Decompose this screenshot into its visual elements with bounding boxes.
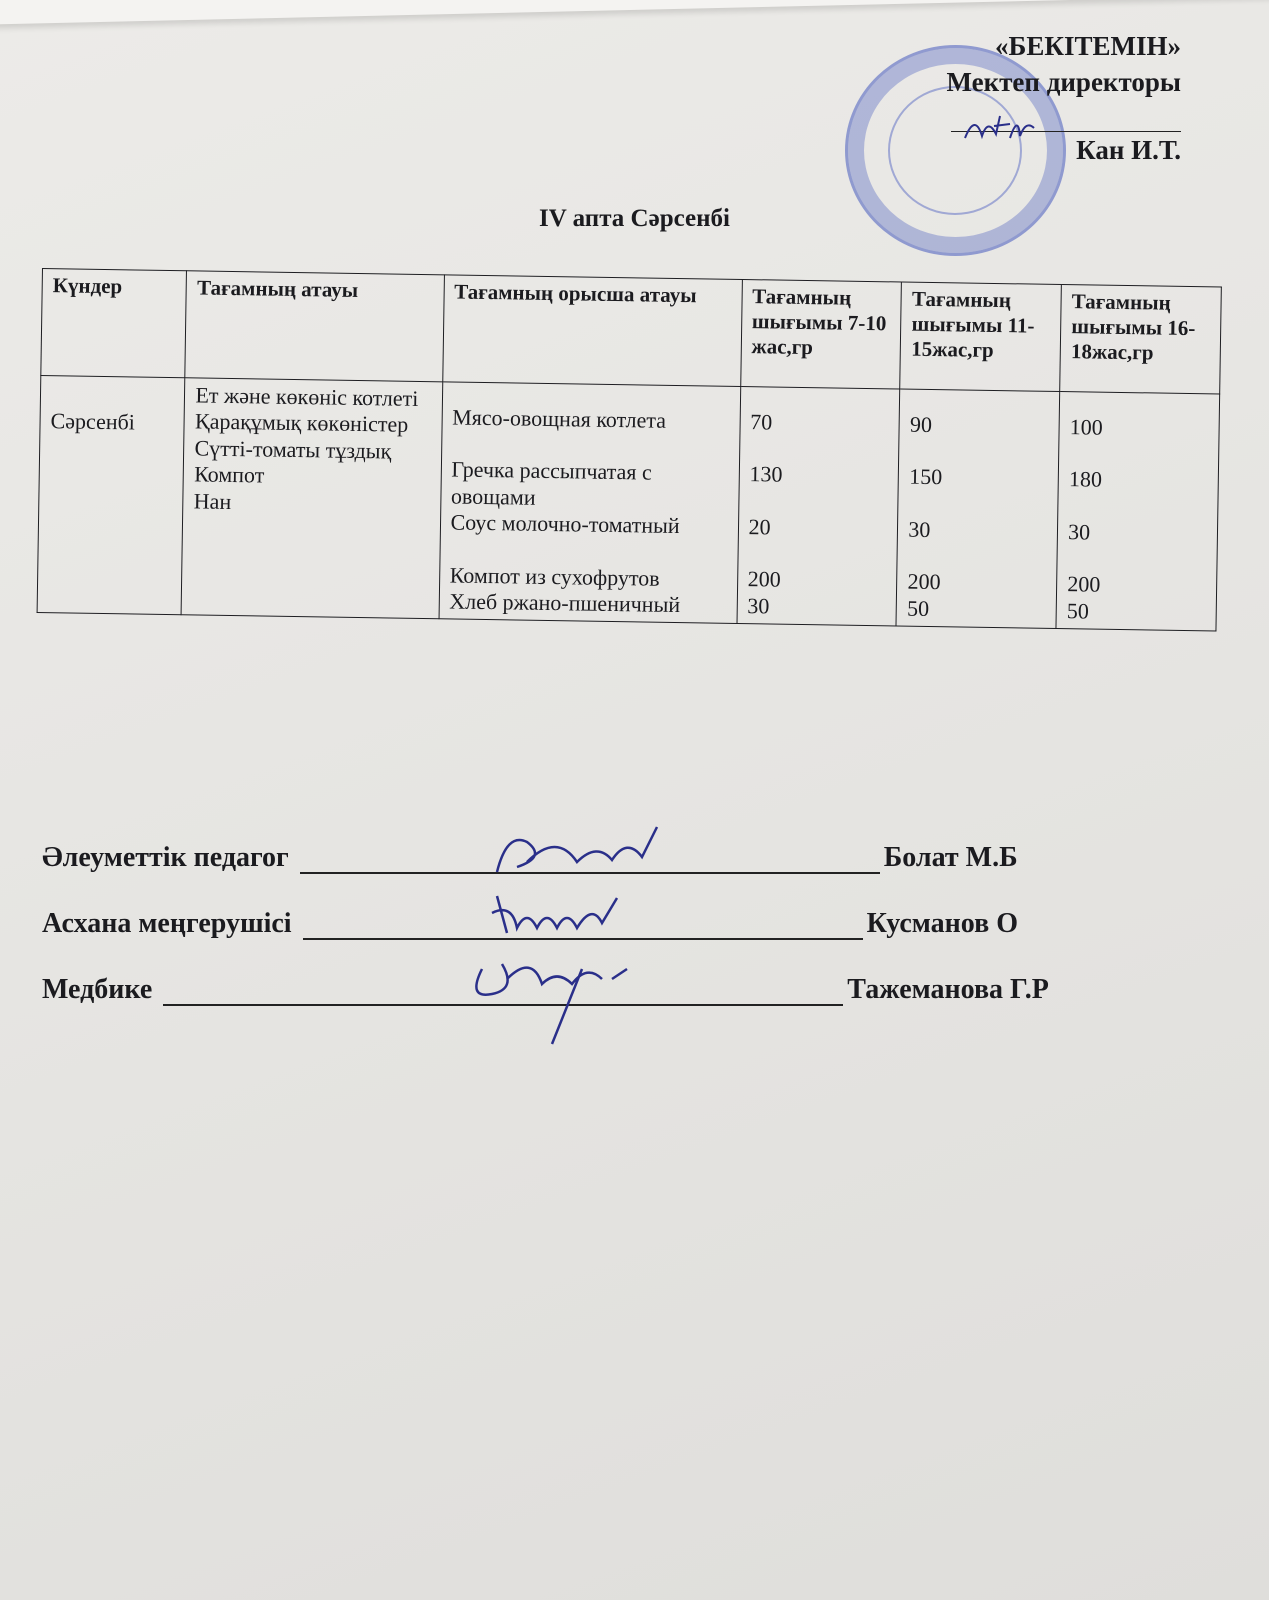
page-title: IV апта Сәрсенбі: [539, 205, 730, 232]
page-fold-edge: [0, 0, 1269, 25]
dish-kz: Ет және көкөніс котлеті: [195, 382, 419, 411]
yield-16-18-cell: [1056, 392, 1220, 632]
col-header-name-ru: Тағамның орысша атауы: [442, 275, 742, 387]
approval-position: Мектеп директоры: [946, 67, 1181, 98]
dish-ru: Компот из сухофрутов: [449, 562, 660, 591]
dish-kz-cell: [181, 378, 442, 619]
table-row: [37, 375, 1220, 631]
signature-name: Тажеманова Г.Р: [847, 974, 1049, 1005]
yield-value: 150: [909, 464, 943, 490]
yield-value: 50: [906, 595, 930, 621]
yield-value: 200: [1067, 571, 1101, 597]
signature-block: [42, 842, 1049, 1040]
yield-value: 200: [907, 568, 941, 595]
dish-ru: Хлеб ржано-пшеничный: [449, 588, 681, 618]
yield-value: 70: [750, 409, 773, 435]
handwritten-signature: [487, 822, 667, 882]
col-header-days: Күндер: [41, 269, 187, 378]
dish-kz: Компот: [194, 461, 265, 488]
dish-ru-cell: [439, 382, 741, 624]
approval-heading: «БЕКІТЕМІН»: [995, 31, 1181, 61]
dish-ru: Мясо-овощная котлета: [452, 404, 667, 433]
yield-11-15-cell: [896, 389, 1059, 629]
director-signature: [960, 108, 1040, 148]
dish-kz: Қарақұмық көкөністер: [194, 408, 409, 438]
signature-role: Медбике: [42, 974, 153, 1005]
handwritten-signature: [462, 949, 662, 1049]
dish-ru: Гречка рассыпчатая с овощами: [450, 456, 652, 510]
yield-value: 20: [748, 513, 771, 540]
yield-value: 180: [1068, 466, 1103, 493]
yield-value: 90: [909, 411, 933, 437]
yield-value: 30: [747, 592, 770, 619]
signature-role: Әлеуметтік педагог: [42, 842, 289, 873]
dish-ru: Соус молочно-томатный: [450, 509, 680, 539]
col-header-yield-7-10: Тағамның шығымы 7-10 жас,гр: [740, 279, 901, 388]
dish-kz: Сүтті-томаты тұздық: [194, 435, 392, 464]
handwritten-signature: [482, 888, 642, 948]
signature-role: Асхана меңгерушісі: [42, 908, 292, 939]
yield-value: 200: [747, 566, 781, 592]
yield-value: 30: [1067, 518, 1091, 545]
yield-value: 50: [1066, 597, 1090, 624]
signature-name: Кусманов О: [866, 908, 1018, 939]
dish-kz: Нан: [193, 487, 232, 514]
yield-7-10-cell: [737, 386, 900, 626]
yield-value: 100: [1069, 414, 1103, 440]
yield-value: 30: [908, 516, 931, 542]
col-header-yield-16-18: Тағамның шығымы 16-18жас,гр: [1060, 285, 1222, 394]
approval-name: Кан И.Т.: [1076, 134, 1181, 165]
col-header-name-kz: Тағамның атауы: [185, 271, 444, 382]
table-header-row: [41, 269, 1222, 395]
day-cell: Сәрсенбі: [37, 375, 185, 615]
signature-row-nurse: [42, 974, 1049, 1040]
yield-value: 130: [749, 461, 783, 488]
col-header-yield-11-15: Тағамның шығымы 11-15жас,гр: [900, 282, 1061, 391]
signature-name: Болат М.Б: [883, 842, 1018, 873]
menu-table: [37, 268, 1222, 632]
